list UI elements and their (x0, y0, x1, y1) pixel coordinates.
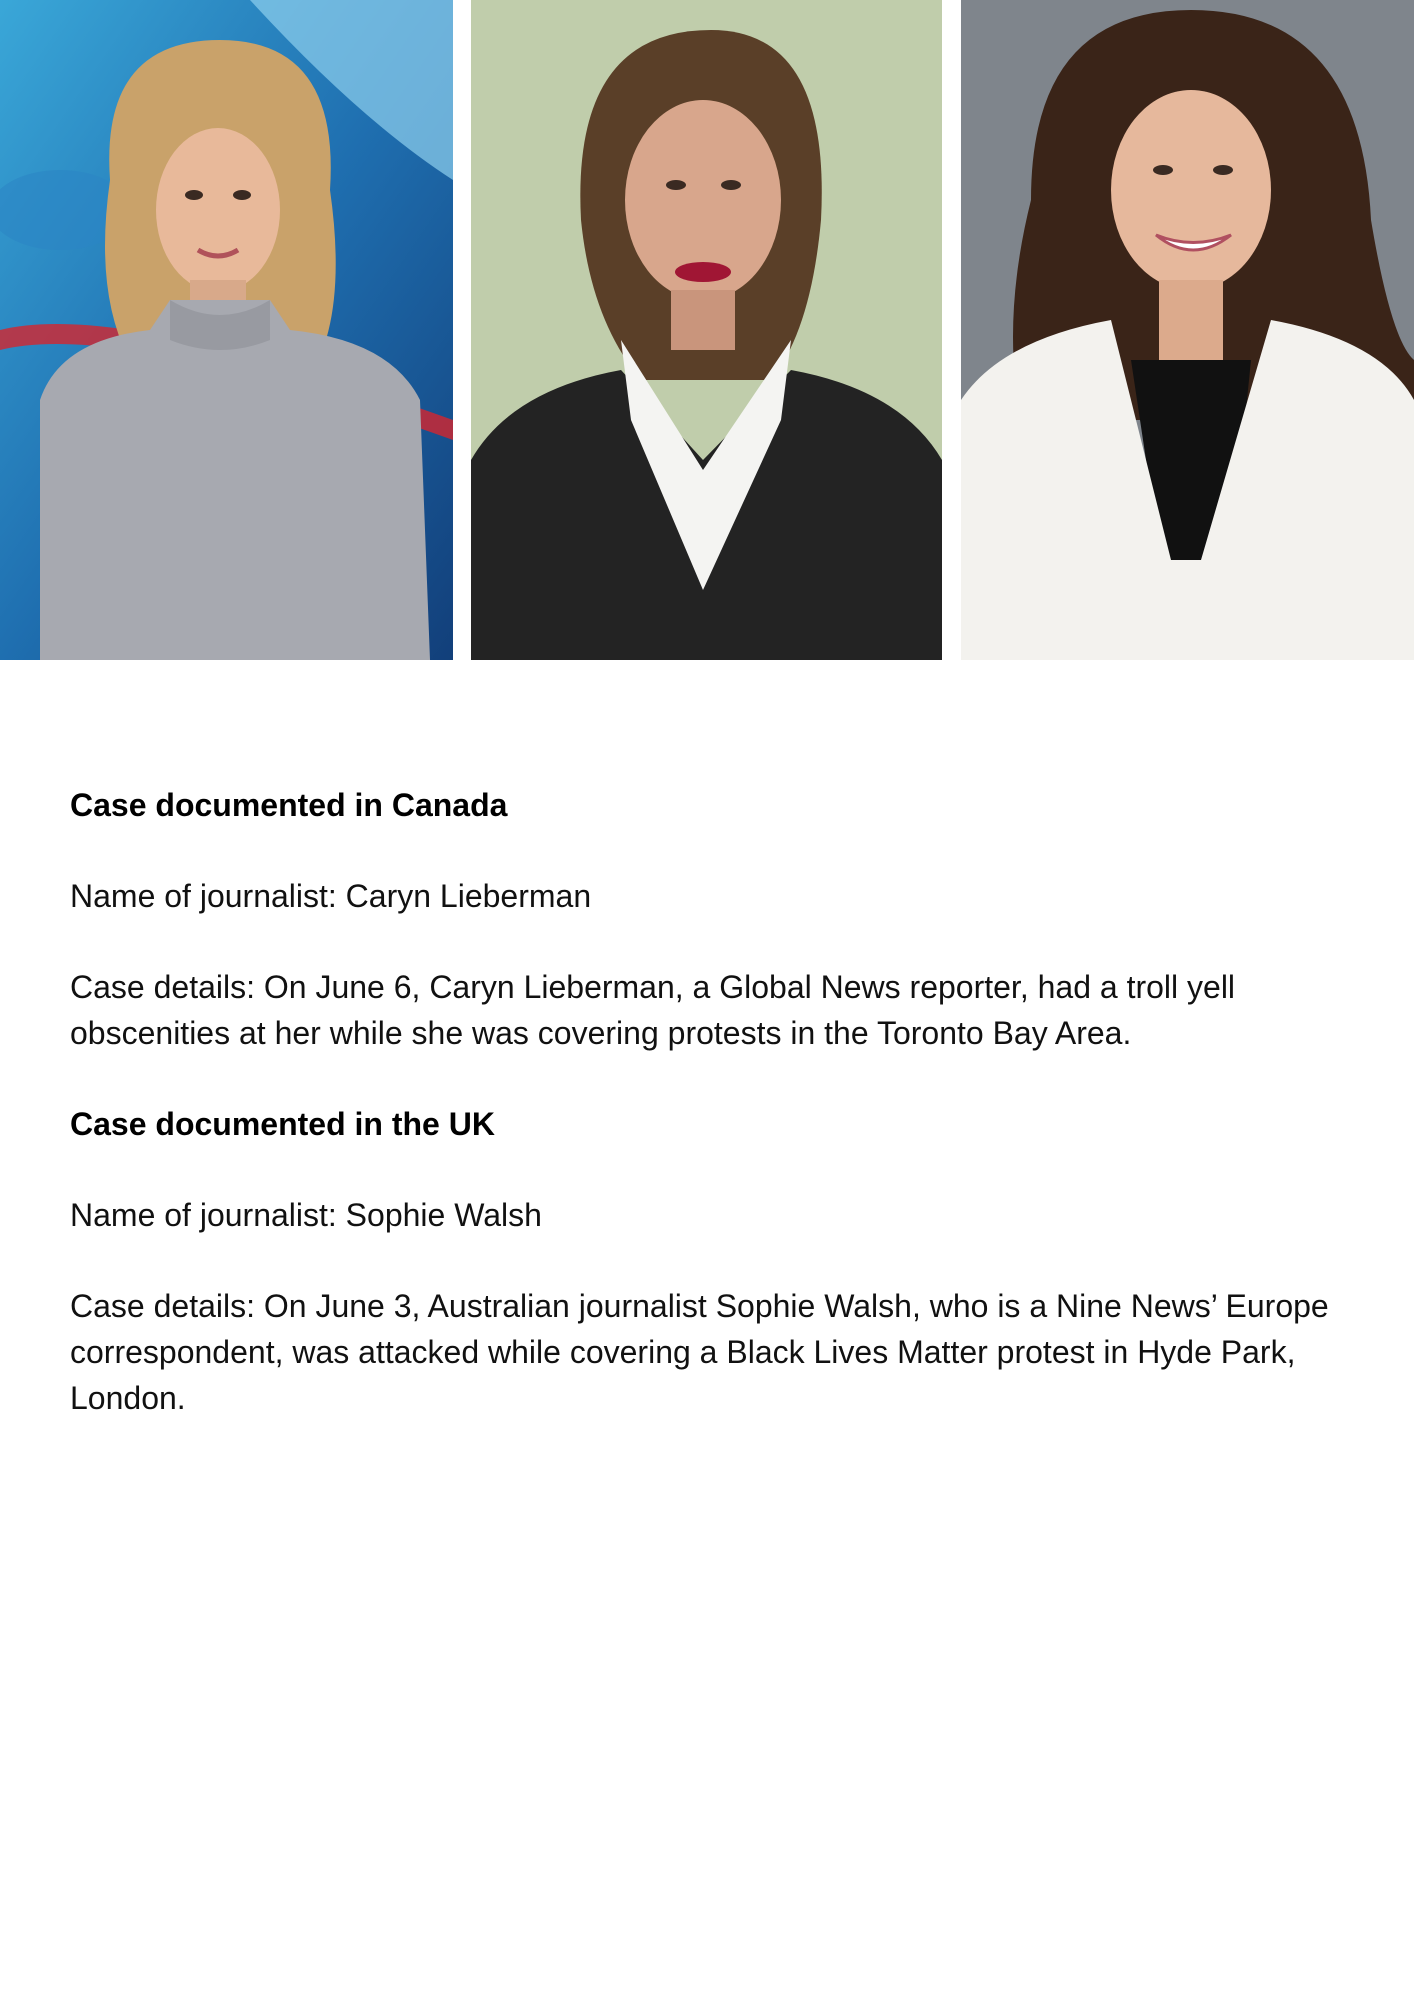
journalist-photo-2 (471, 0, 942, 660)
case-heading: Case documented in Canada (70, 787, 508, 823)
portrait-photo-icon (961, 0, 1414, 660)
case-list (70, 782, 1360, 1466)
journalist-photo-1 (0, 0, 453, 660)
journalist-name: Name of journalist: Sophie Walsh (70, 1197, 542, 1233)
case-heading: Case documented in the UK (70, 1106, 495, 1142)
case-details: Case details: On June 6, Caryn Lieberman, a Global News reporter, had a troll yell obscenities at her while she was covering protests in the Toronto Bay Area. (70, 969, 1236, 1051)
journalist-photo-3 (961, 0, 1414, 660)
portrait-photo-icon (0, 0, 453, 660)
journalist-name: Name of journalist: Caryn Lieberman (70, 878, 592, 914)
case-canada (70, 782, 1360, 1056)
photo-row (0, 0, 1414, 660)
case-details: Case details: On June 3, Australian journalist Sophie Walsh, who is a Nine News’ Europe correspondent, was attacked while covering a Black Lives Matter protest in Hyde Park, London. (70, 1288, 1329, 1416)
portrait-photo-icon (471, 0, 942, 660)
case-uk (70, 1101, 1360, 1421)
